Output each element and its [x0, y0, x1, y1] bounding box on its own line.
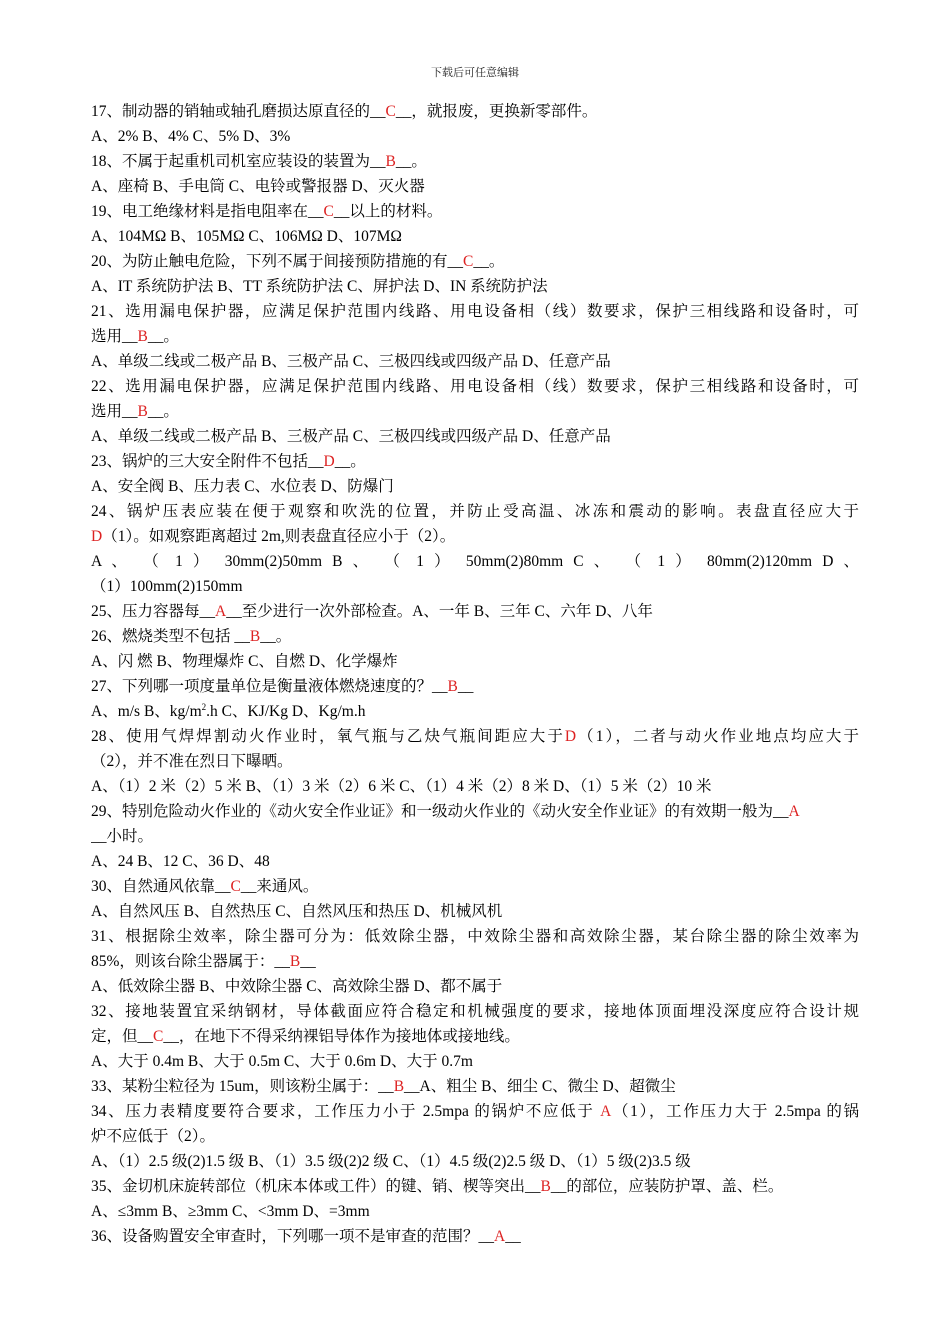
text-segment: 25、压力容器每__: [91, 603, 216, 620]
text-line: [91, 924, 859, 949]
text-line: [91, 274, 859, 299]
page-header: 下载后可任意编辑: [431, 66, 519, 79]
text-segment: A、IT 系统防护法 B、TT 系统防护法 C、屏护法 D、IN 系统防护法: [91, 278, 548, 295]
answer-mark: A: [215, 603, 227, 620]
text-segment: 23、锅炉的三大安全附件不包括__: [91, 453, 324, 470]
text-segment: 定，但__: [91, 1028, 154, 1045]
text-segment: __，就报废，更换新零部件。: [395, 103, 598, 120]
answer-mark: D: [91, 528, 103, 545]
text-line: [91, 424, 859, 449]
text-line: [91, 224, 859, 249]
text-line: [91, 849, 859, 874]
text-line: [91, 649, 859, 674]
answer-mark: A: [788, 803, 800, 820]
text-segment: .h C、KJ/Kg D、Kg/m.h: [206, 703, 366, 720]
text-line: [91, 149, 859, 174]
answer-mark: D: [323, 453, 335, 470]
text-segment: 24、锅炉压表应装在便于观察和吹洗的位置，并防止受高温、冰冻和震动的影响。表盘直径应大于: [91, 503, 859, 520]
answer-mark: C: [463, 253, 474, 270]
text-segment: 19、电工绝缘材料是指电阻率在__: [91, 203, 324, 220]
text-segment: __小时。: [91, 828, 154, 845]
answer-mark: C: [230, 878, 241, 895]
text-segment: __。: [147, 403, 179, 420]
text-segment: A、104MΩ B、105MΩ C、106MΩ D、107MΩ: [91, 228, 402, 245]
text-segment: 18、不属于起重机司机室应装设的装置为__: [91, 153, 386, 170]
text-segment: __来通风。: [240, 878, 319, 895]
text-segment: 30、自然通风依靠__: [91, 878, 231, 895]
answer-mark: B: [289, 953, 301, 970]
text-segment: A 、 （ 1 ） 30mm(2)50mm B 、 （ 1 ） 50mm(2)80mm C 、 （ 1 ） 80mm(2)120mm D 、: [91, 553, 859, 570]
text-segment: A、低效除尘器 B、中效除尘器 C、高效除尘器 D、都不属于: [91, 978, 503, 995]
text-segment: 29、特别危险动火作业的《动火安全作业证》和一级动火作业的《动火安全作业证》的有效期一般为__: [91, 803, 789, 820]
text-line: [91, 1049, 859, 1074]
answer-mark: B: [540, 1178, 551, 1195]
text-segment: 21、选用漏电保护器，应满足保护范围内线路、用电设备相（线）数要求，保护三相线路和设备时，可: [91, 303, 859, 320]
text-line: [91, 449, 859, 474]
text-segment: A、≤3mm B、≥3mm C、<3mm D、=3mm: [91, 1203, 370, 1220]
text-line: [91, 1099, 859, 1124]
text-segment: A、2% B、4% C、5% D、3%: [91, 128, 291, 145]
text-segment: 炉不应低于（2）。: [91, 1128, 216, 1145]
text-line: [91, 124, 859, 149]
text-segment: （1），二者与动火作业地点均应大于: [576, 728, 859, 745]
text-line: [91, 99, 859, 124]
text-segment: 33、某粉尘粒径为 15um，则该粉尘属于：__: [91, 1078, 394, 1095]
text-segment: 32、接地装置宜采纳钢材，导体截面应符合稳定和机械强度的要求，接地体顶面埋没深度应符合设计规: [91, 1003, 859, 1020]
text-line: [91, 774, 859, 799]
text-line: [91, 699, 859, 724]
answer-mark: D: [564, 728, 577, 745]
text-segment: 36、设备购置安全审查时，下列哪一项不是审查的范围？__: [91, 1228, 495, 1245]
text-line: [91, 874, 859, 899]
text-segment: （1），工作压力大于 2.5mpa 的锅: [611, 1103, 859, 1120]
text-line: [91, 724, 859, 749]
text-line: [91, 399, 859, 424]
text-line: [91, 1199, 859, 1224]
text-line: [91, 574, 859, 599]
answer-mark: B: [393, 1078, 405, 1095]
text-segment: 选用__: [91, 328, 138, 345]
answer-mark: B: [137, 328, 148, 345]
question-list: [91, 99, 859, 1249]
text-segment: 26、燃烧类型不包括 __: [91, 628, 250, 645]
text-line: [91, 1149, 859, 1174]
text-segment: A、自然风压 B、自然热压 C、自然风压和热压 D、机械风机: [91, 903, 503, 920]
text-segment: 85%，则该台除尘器属于：__: [91, 953, 290, 970]
text-line: [91, 949, 859, 974]
text-segment: （2），并不准在烈日下曝晒。: [91, 753, 293, 770]
text-line: [91, 974, 859, 999]
text-segment: （1）100mm(2)150mm: [91, 578, 243, 595]
text-segment: __至少进行一次外部检查。A、一年 B、三年 C、六年 D、八年: [226, 603, 653, 620]
text-line: [91, 299, 859, 324]
text-segment: __。: [147, 328, 179, 345]
text-segment: A、大于 0.4m B、大于 0.5m C、大于 0.6m D、大于 0.7m: [91, 1053, 473, 1070]
answer-mark: C: [385, 103, 396, 120]
text-segment: __。: [473, 253, 505, 270]
text-segment: A、24 B、12 C、36 D、48: [91, 853, 270, 870]
text-segment: __，在地下不得采纳裸铝导体作为接地体或接地线。: [163, 1028, 520, 1045]
text-segment: 20、为防止触电危险，下列不属于间接预防措施的有__: [91, 253, 464, 270]
answer-mark: A: [600, 1103, 612, 1120]
text-segment: A、m/s B、kg/m: [91, 703, 202, 720]
text-segment: __。: [395, 153, 427, 170]
text-line: [91, 499, 859, 524]
text-line: [91, 1124, 859, 1149]
text-line: [91, 249, 859, 274]
text-segment: 27、下列哪一项度量单位是衡量液体燃烧速度的？__: [91, 678, 448, 695]
text-line: [91, 174, 859, 199]
text-segment: （1）。如观察距离超过 2m,则表盘直径应小于（2）。: [102, 528, 456, 545]
text-line: [91, 349, 859, 374]
text-line: [91, 199, 859, 224]
text-segment: 35、金切机床旋转部位（机床本体或工件）的键、销、楔等突出__: [91, 1178, 541, 1195]
text-segment: __A、粗尘 B、细尘 C、微尘 D、超微尘: [404, 1078, 676, 1095]
text-segment: A、（1）2.5 级(2)1.5 级 B、（1）3.5 级(2)2 级 C、（1）4.5 级(2)2.5 级 D、（1）5 级(2)3.5 级: [91, 1153, 691, 1170]
text-segment: 22、选用漏电保护器，应满足保护范围内线路、用电设备相（线）数要求，保护三相线路和设备时，可: [91, 378, 859, 395]
text-line: [91, 1174, 859, 1199]
text-line: [91, 1074, 859, 1099]
answer-mark: B: [137, 403, 148, 420]
text-line: [91, 599, 859, 624]
text-line: [91, 474, 859, 499]
answer-mark: B: [447, 678, 458, 695]
text-line: [91, 999, 859, 1024]
text-segment: __: [457, 678, 474, 695]
text-segment: __。: [334, 453, 366, 470]
text-segment: A、座椅 B、手电筒 C、电铃或警报器 D、灭火器: [91, 178, 425, 195]
answer-mark: C: [323, 203, 334, 220]
text-segment: A、单级二线或二极产品 B、三极产品 C、三极四线或四级产品 D、任意产品: [91, 353, 611, 370]
text-line: [91, 749, 859, 774]
text-segment: A、（1）2 米（2）5 米 B、（1）3 米（2）6 米 C、（1）4 米（2）8 米 D、（1）5 米（2）10 米: [91, 778, 712, 795]
text-line: [91, 799, 859, 824]
text-segment: __的部位，应装防护罩、盖、栏。: [550, 1178, 784, 1195]
text-segment: 34、压力表精度要符合要求，工作压力小于 2.5mpa 的锅炉不应低于: [91, 1103, 601, 1120]
text-line: [91, 549, 859, 574]
text-segment: A、单级二线或二极产品 B、三极产品 C、三极四线或四级产品 D、任意产品: [91, 428, 611, 445]
text-segment: 28、使用气焊焊割动火作业时，氧气瓶与乙炔气瓶间距应大于: [91, 728, 565, 745]
text-segment: 31、根据除尘效率，除尘器可分为：低效除尘器，中效除尘器和高效除尘器，某台除尘器的除尘效率为: [91, 928, 859, 945]
text-line: [91, 899, 859, 924]
text-line: [91, 824, 859, 849]
text-segment: __: [300, 953, 316, 970]
text-line: [91, 674, 859, 699]
answer-mark: B: [249, 628, 261, 645]
text-segment: __以上的材料。: [333, 203, 443, 220]
text-segment: A、安全阀 B、压力表 C、水位表 D、防爆门: [91, 478, 394, 495]
answer-mark: C: [153, 1028, 164, 1045]
text-line: [91, 1224, 859, 1249]
text-line: [91, 374, 859, 399]
text-line: [91, 524, 859, 549]
text-line: [91, 1024, 859, 1049]
text-segment: __: [505, 1228, 521, 1245]
text-segment: __。: [260, 628, 292, 645]
answer-mark: A: [494, 1228, 506, 1245]
answer-mark: B: [385, 153, 396, 170]
text-line: [91, 624, 859, 649]
text-line: [91, 324, 859, 349]
text-segment: A、闪 燃 B、物理爆炸 C、自燃 D、化学爆炸: [91, 653, 398, 670]
superscript: 2: [201, 701, 207, 712]
text-segment: 17、制动器的销轴或轴孔磨损达原直径的__: [91, 103, 386, 120]
text-segment: 选用__: [91, 403, 138, 420]
